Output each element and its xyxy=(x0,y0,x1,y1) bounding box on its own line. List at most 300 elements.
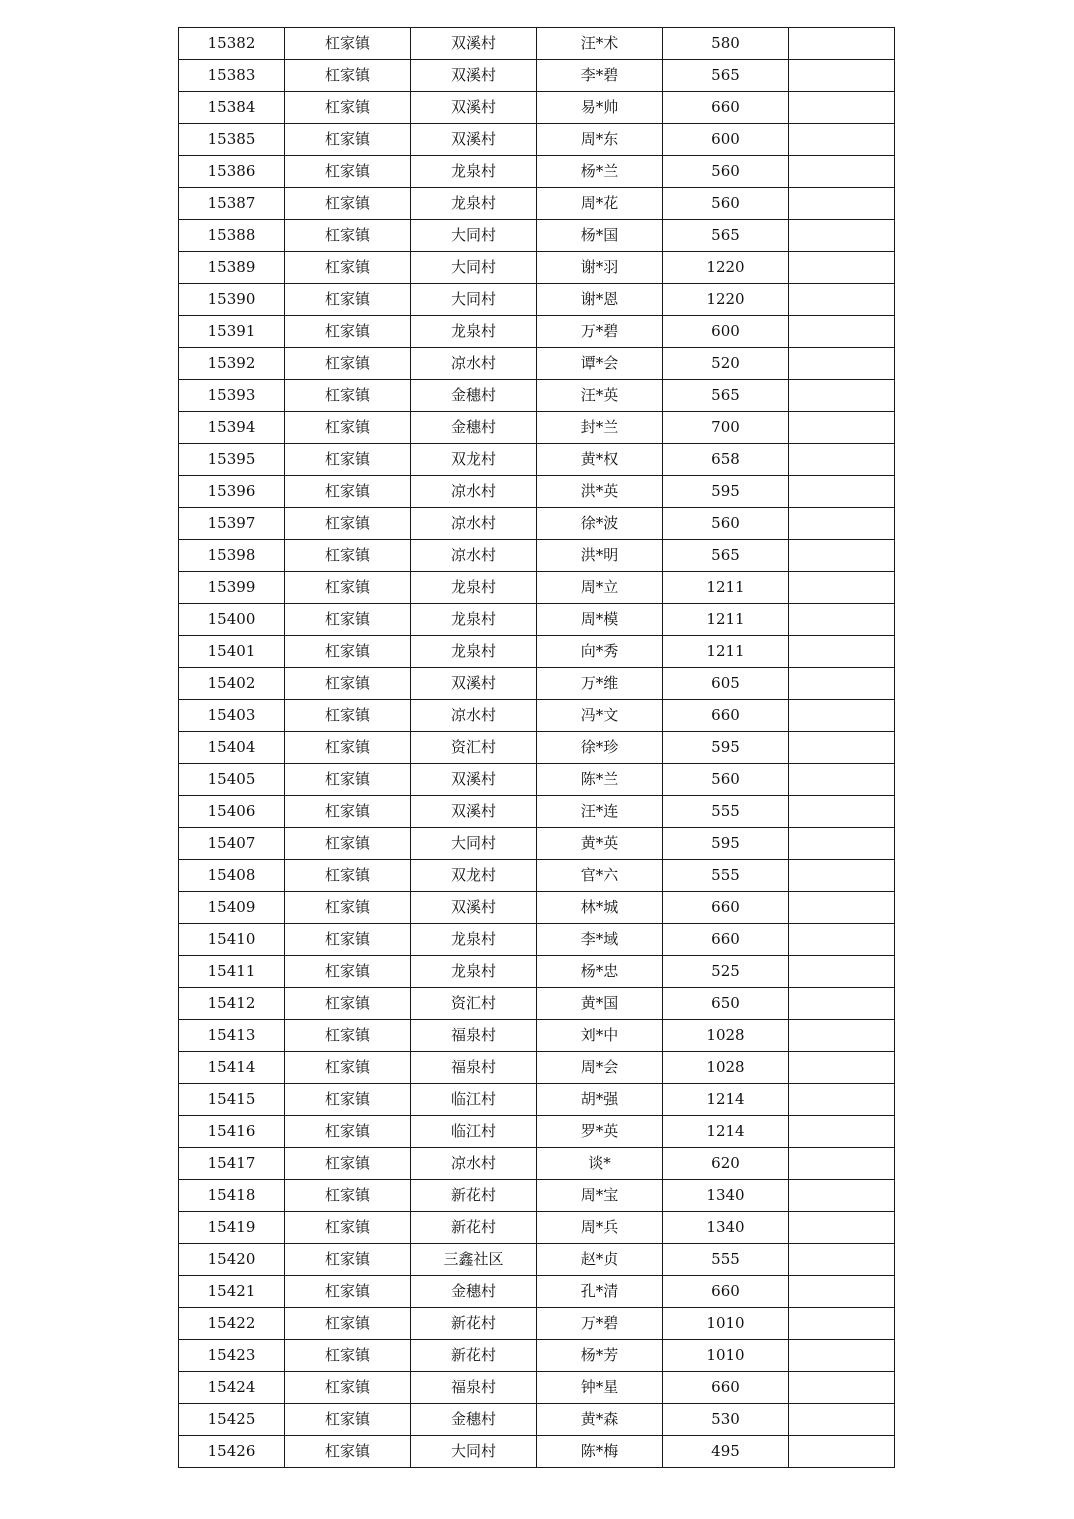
town-cell: 杠家镇 xyxy=(285,1372,411,1404)
town-cell: 杠家镇 xyxy=(285,1244,411,1276)
table-row xyxy=(179,1372,895,1404)
village-cell: 凉水村 xyxy=(411,508,537,540)
table-row xyxy=(179,60,895,92)
note-cell xyxy=(789,156,895,188)
row-number-cell: 15395 xyxy=(179,444,285,476)
name-cell: 徐*珍 xyxy=(537,732,663,764)
table-row xyxy=(179,380,895,412)
table-row xyxy=(179,1084,895,1116)
table-row xyxy=(179,1276,895,1308)
name-cell: 罗*英 xyxy=(537,1116,663,1148)
village-cell: 三鑫社区 xyxy=(411,1244,537,1276)
note-cell xyxy=(789,252,895,284)
row-number-cell: 15385 xyxy=(179,124,285,156)
note-cell xyxy=(789,956,895,988)
village-cell: 金穗村 xyxy=(411,412,537,444)
name-cell: 黄*森 xyxy=(537,1404,663,1436)
table-row xyxy=(179,124,895,156)
village-cell: 大同村 xyxy=(411,252,537,284)
village-cell: 福泉村 xyxy=(411,1020,537,1052)
table-row xyxy=(179,796,895,828)
name-cell: 李*域 xyxy=(537,924,663,956)
name-cell: 周*立 xyxy=(537,572,663,604)
amount-cell: 1214 xyxy=(663,1084,789,1116)
note-cell xyxy=(789,668,895,700)
village-cell: 龙泉村 xyxy=(411,924,537,956)
row-number-cell: 15383 xyxy=(179,60,285,92)
town-cell: 杠家镇 xyxy=(285,220,411,252)
row-number-cell: 15382 xyxy=(179,28,285,60)
table-row xyxy=(179,188,895,220)
village-cell: 金穗村 xyxy=(411,380,537,412)
row-number-cell: 15401 xyxy=(179,636,285,668)
table-row xyxy=(179,508,895,540)
village-cell: 双溪村 xyxy=(411,92,537,124)
note-cell xyxy=(789,1244,895,1276)
village-cell: 临江村 xyxy=(411,1116,537,1148)
note-cell xyxy=(789,700,895,732)
amount-cell: 595 xyxy=(663,828,789,860)
village-cell: 双龙村 xyxy=(411,860,537,892)
table-row xyxy=(179,1404,895,1436)
name-cell: 谢*羽 xyxy=(537,252,663,284)
table-row xyxy=(179,316,895,348)
village-cell: 新花村 xyxy=(411,1212,537,1244)
table-row xyxy=(179,1436,895,1468)
table-row xyxy=(179,412,895,444)
note-cell xyxy=(789,348,895,380)
row-number-cell: 15407 xyxy=(179,828,285,860)
village-cell: 新花村 xyxy=(411,1340,537,1372)
table-row xyxy=(179,764,895,796)
row-number-cell: 15391 xyxy=(179,316,285,348)
town-cell: 杠家镇 xyxy=(285,892,411,924)
row-number-cell: 15406 xyxy=(179,796,285,828)
village-cell: 双溪村 xyxy=(411,764,537,796)
village-cell: 龙泉村 xyxy=(411,156,537,188)
name-cell: 封*兰 xyxy=(537,412,663,444)
amount-cell: 620 xyxy=(663,1148,789,1180)
note-cell xyxy=(789,412,895,444)
row-number-cell: 15410 xyxy=(179,924,285,956)
table-row xyxy=(179,1340,895,1372)
table-row xyxy=(179,956,895,988)
amount-cell: 1211 xyxy=(663,636,789,668)
row-number-cell: 15408 xyxy=(179,860,285,892)
subsidy-list-table xyxy=(178,27,895,1468)
village-cell: 双溪村 xyxy=(411,892,537,924)
name-cell: 胡*强 xyxy=(537,1084,663,1116)
name-cell: 周*会 xyxy=(537,1052,663,1084)
name-cell: 杨*芳 xyxy=(537,1340,663,1372)
note-cell xyxy=(789,476,895,508)
note-cell xyxy=(789,1276,895,1308)
village-cell: 大同村 xyxy=(411,284,537,316)
name-cell: 周*宝 xyxy=(537,1180,663,1212)
amount-cell: 1220 xyxy=(663,284,789,316)
amount-cell: 560 xyxy=(663,156,789,188)
town-cell: 杠家镇 xyxy=(285,1084,411,1116)
town-cell: 杠家镇 xyxy=(285,828,411,860)
name-cell: 周*兵 xyxy=(537,1212,663,1244)
village-cell: 新花村 xyxy=(411,1180,537,1212)
name-cell: 冯*文 xyxy=(537,700,663,732)
note-cell xyxy=(789,1116,895,1148)
table-row xyxy=(179,444,895,476)
table-row xyxy=(179,1020,895,1052)
name-cell: 向*秀 xyxy=(537,636,663,668)
row-number-cell: 15409 xyxy=(179,892,285,924)
village-cell: 双龙村 xyxy=(411,444,537,476)
town-cell: 杠家镇 xyxy=(285,796,411,828)
name-cell: 万*维 xyxy=(537,668,663,700)
amount-cell: 555 xyxy=(663,860,789,892)
town-cell: 杠家镇 xyxy=(285,572,411,604)
town-cell: 杠家镇 xyxy=(285,1340,411,1372)
name-cell: 刘*中 xyxy=(537,1020,663,1052)
row-number-cell: 15422 xyxy=(179,1308,285,1340)
note-cell xyxy=(789,540,895,572)
table-row xyxy=(179,604,895,636)
village-cell: 福泉村 xyxy=(411,1052,537,1084)
row-number-cell: 15413 xyxy=(179,1020,285,1052)
village-cell: 双溪村 xyxy=(411,124,537,156)
row-number-cell: 15397 xyxy=(179,508,285,540)
table-row xyxy=(179,636,895,668)
name-cell: 黄*国 xyxy=(537,988,663,1020)
note-cell xyxy=(789,828,895,860)
row-number-cell: 15388 xyxy=(179,220,285,252)
row-number-cell: 15414 xyxy=(179,1052,285,1084)
table-row xyxy=(179,572,895,604)
row-number-cell: 15426 xyxy=(179,1436,285,1468)
table-row xyxy=(179,732,895,764)
name-cell: 谢*恩 xyxy=(537,284,663,316)
town-cell: 杠家镇 xyxy=(285,380,411,412)
name-cell: 周*东 xyxy=(537,124,663,156)
table-row xyxy=(179,252,895,284)
town-cell: 杠家镇 xyxy=(285,1020,411,1052)
table-row xyxy=(179,828,895,860)
amount-cell: 1214 xyxy=(663,1116,789,1148)
name-cell: 易*帅 xyxy=(537,92,663,124)
amount-cell: 1340 xyxy=(663,1180,789,1212)
town-cell: 杠家镇 xyxy=(285,700,411,732)
village-cell: 凉水村 xyxy=(411,348,537,380)
village-cell: 大同村 xyxy=(411,828,537,860)
table-row xyxy=(179,1052,895,1084)
name-cell: 黄*权 xyxy=(537,444,663,476)
amount-cell: 660 xyxy=(663,1372,789,1404)
note-cell xyxy=(789,316,895,348)
amount-cell: 700 xyxy=(663,412,789,444)
town-cell: 杠家镇 xyxy=(285,252,411,284)
table-row xyxy=(179,540,895,572)
name-cell: 谭*会 xyxy=(537,348,663,380)
town-cell: 杠家镇 xyxy=(285,956,411,988)
note-cell xyxy=(789,924,895,956)
town-cell: 杠家镇 xyxy=(285,124,411,156)
village-cell: 双溪村 xyxy=(411,796,537,828)
row-number-cell: 15392 xyxy=(179,348,285,380)
table-row xyxy=(179,28,895,60)
town-cell: 杠家镇 xyxy=(285,316,411,348)
table-row xyxy=(179,860,895,892)
name-cell: 钟*星 xyxy=(537,1372,663,1404)
note-cell xyxy=(789,92,895,124)
village-cell: 龙泉村 xyxy=(411,188,537,220)
row-number-cell: 15384 xyxy=(179,92,285,124)
town-cell: 杠家镇 xyxy=(285,604,411,636)
town-cell: 杠家镇 xyxy=(285,732,411,764)
name-cell: 万*碧 xyxy=(537,316,663,348)
name-cell: 汪*英 xyxy=(537,380,663,412)
table-row xyxy=(179,1212,895,1244)
table-row xyxy=(179,156,895,188)
row-number-cell: 15390 xyxy=(179,284,285,316)
amount-cell: 1340 xyxy=(663,1212,789,1244)
table-row xyxy=(179,924,895,956)
note-cell xyxy=(789,860,895,892)
name-cell: 洪*明 xyxy=(537,540,663,572)
row-number-cell: 15405 xyxy=(179,764,285,796)
table-body xyxy=(179,28,895,1468)
amount-cell: 660 xyxy=(663,92,789,124)
table-row xyxy=(179,1308,895,1340)
name-cell: 官*六 xyxy=(537,860,663,892)
name-cell: 杨*兰 xyxy=(537,156,663,188)
row-number-cell: 15404 xyxy=(179,732,285,764)
note-cell xyxy=(789,508,895,540)
town-cell: 杠家镇 xyxy=(285,1436,411,1468)
name-cell: 林*城 xyxy=(537,892,663,924)
amount-cell: 530 xyxy=(663,1404,789,1436)
name-cell: 汪*连 xyxy=(537,796,663,828)
town-cell: 杠家镇 xyxy=(285,1212,411,1244)
town-cell: 杠家镇 xyxy=(285,860,411,892)
town-cell: 杠家镇 xyxy=(285,668,411,700)
name-cell: 杨*忠 xyxy=(537,956,663,988)
amount-cell: 560 xyxy=(663,764,789,796)
note-cell xyxy=(789,124,895,156)
name-cell: 徐*波 xyxy=(537,508,663,540)
row-number-cell: 15417 xyxy=(179,1148,285,1180)
table-row xyxy=(179,348,895,380)
village-cell: 龙泉村 xyxy=(411,636,537,668)
town-cell: 杠家镇 xyxy=(285,348,411,380)
note-cell xyxy=(789,28,895,60)
amount-cell: 1028 xyxy=(663,1020,789,1052)
row-number-cell: 15415 xyxy=(179,1084,285,1116)
amount-cell: 595 xyxy=(663,476,789,508)
amount-cell: 565 xyxy=(663,380,789,412)
note-cell xyxy=(789,1020,895,1052)
name-cell: 万*碧 xyxy=(537,1308,663,1340)
note-cell xyxy=(789,1372,895,1404)
amount-cell: 660 xyxy=(663,700,789,732)
town-cell: 杠家镇 xyxy=(285,636,411,668)
town-cell: 杠家镇 xyxy=(285,1404,411,1436)
row-number-cell: 15398 xyxy=(179,540,285,572)
table-row xyxy=(179,476,895,508)
town-cell: 杠家镇 xyxy=(285,1116,411,1148)
amount-cell: 1010 xyxy=(663,1340,789,1372)
amount-cell: 605 xyxy=(663,668,789,700)
note-cell xyxy=(789,284,895,316)
amount-cell: 600 xyxy=(663,124,789,156)
row-number-cell: 15402 xyxy=(179,668,285,700)
note-cell xyxy=(789,1308,895,1340)
town-cell: 杠家镇 xyxy=(285,924,411,956)
town-cell: 杠家镇 xyxy=(285,412,411,444)
row-number-cell: 15396 xyxy=(179,476,285,508)
village-cell: 凉水村 xyxy=(411,700,537,732)
name-cell: 黄*英 xyxy=(537,828,663,860)
name-cell: 周*模 xyxy=(537,604,663,636)
village-cell: 双溪村 xyxy=(411,60,537,92)
note-cell xyxy=(789,380,895,412)
note-cell xyxy=(789,220,895,252)
village-cell: 双溪村 xyxy=(411,668,537,700)
village-cell: 龙泉村 xyxy=(411,604,537,636)
village-cell: 金穗村 xyxy=(411,1276,537,1308)
note-cell xyxy=(789,732,895,764)
row-number-cell: 15420 xyxy=(179,1244,285,1276)
town-cell: 杠家镇 xyxy=(285,28,411,60)
amount-cell: 600 xyxy=(663,316,789,348)
note-cell xyxy=(789,60,895,92)
row-number-cell: 15387 xyxy=(179,188,285,220)
amount-cell: 525 xyxy=(663,956,789,988)
village-cell: 金穗村 xyxy=(411,1404,537,1436)
town-cell: 杠家镇 xyxy=(285,1180,411,1212)
village-cell: 福泉村 xyxy=(411,1372,537,1404)
town-cell: 杠家镇 xyxy=(285,92,411,124)
name-cell: 杨*国 xyxy=(537,220,663,252)
table-row xyxy=(179,1180,895,1212)
village-cell: 资汇村 xyxy=(411,988,537,1020)
town-cell: 杠家镇 xyxy=(285,444,411,476)
row-number-cell: 15418 xyxy=(179,1180,285,1212)
note-cell xyxy=(789,604,895,636)
row-number-cell: 15411 xyxy=(179,956,285,988)
amount-cell: 555 xyxy=(663,796,789,828)
name-cell: 陈*兰 xyxy=(537,764,663,796)
town-cell: 杠家镇 xyxy=(285,540,411,572)
note-cell xyxy=(789,764,895,796)
amount-cell: 660 xyxy=(663,924,789,956)
note-cell xyxy=(789,1340,895,1372)
name-cell: 汪*术 xyxy=(537,28,663,60)
row-number-cell: 15400 xyxy=(179,604,285,636)
table-row xyxy=(179,988,895,1020)
table-row xyxy=(179,1116,895,1148)
amount-cell: 565 xyxy=(663,540,789,572)
row-number-cell: 15412 xyxy=(179,988,285,1020)
amount-cell: 560 xyxy=(663,188,789,220)
row-number-cell: 15399 xyxy=(179,572,285,604)
village-cell: 龙泉村 xyxy=(411,316,537,348)
village-cell: 凉水村 xyxy=(411,1148,537,1180)
amount-cell: 495 xyxy=(663,1436,789,1468)
village-cell: 龙泉村 xyxy=(411,956,537,988)
note-cell xyxy=(789,1212,895,1244)
table-row xyxy=(179,700,895,732)
name-cell: 谈* xyxy=(537,1148,663,1180)
amount-cell: 595 xyxy=(663,732,789,764)
amount-cell: 650 xyxy=(663,988,789,1020)
village-cell: 大同村 xyxy=(411,1436,537,1468)
name-cell: 周*花 xyxy=(537,188,663,220)
note-cell xyxy=(789,1148,895,1180)
row-number-cell: 15393 xyxy=(179,380,285,412)
note-cell xyxy=(789,1436,895,1468)
table-row xyxy=(179,92,895,124)
amount-cell: 565 xyxy=(663,60,789,92)
village-cell: 龙泉村 xyxy=(411,572,537,604)
note-cell xyxy=(789,636,895,668)
amount-cell: 555 xyxy=(663,1244,789,1276)
row-number-cell: 15386 xyxy=(179,156,285,188)
note-cell xyxy=(789,796,895,828)
town-cell: 杠家镇 xyxy=(285,60,411,92)
row-number-cell: 15424 xyxy=(179,1372,285,1404)
row-number-cell: 15416 xyxy=(179,1116,285,1148)
table-row xyxy=(179,892,895,924)
village-cell: 临江村 xyxy=(411,1084,537,1116)
amount-cell: 520 xyxy=(663,348,789,380)
name-cell: 孔*清 xyxy=(537,1276,663,1308)
table-row xyxy=(179,220,895,252)
note-cell xyxy=(789,1052,895,1084)
amount-cell: 660 xyxy=(663,892,789,924)
note-cell xyxy=(789,988,895,1020)
town-cell: 杠家镇 xyxy=(285,764,411,796)
row-number-cell: 15394 xyxy=(179,412,285,444)
town-cell: 杠家镇 xyxy=(285,1052,411,1084)
row-number-cell: 15403 xyxy=(179,700,285,732)
row-number-cell: 15425 xyxy=(179,1404,285,1436)
name-cell: 李*碧 xyxy=(537,60,663,92)
amount-cell: 1211 xyxy=(663,604,789,636)
amount-cell: 660 xyxy=(663,1276,789,1308)
village-cell: 凉水村 xyxy=(411,540,537,572)
table-row xyxy=(179,284,895,316)
name-cell: 洪*英 xyxy=(537,476,663,508)
village-cell: 资汇村 xyxy=(411,732,537,764)
row-number-cell: 15423 xyxy=(179,1340,285,1372)
amount-cell: 1220 xyxy=(663,252,789,284)
town-cell: 杠家镇 xyxy=(285,156,411,188)
table-row xyxy=(179,1244,895,1276)
note-cell xyxy=(789,188,895,220)
town-cell: 杠家镇 xyxy=(285,188,411,220)
row-number-cell: 15389 xyxy=(179,252,285,284)
note-cell xyxy=(789,1180,895,1212)
town-cell: 杠家镇 xyxy=(285,284,411,316)
village-cell: 新花村 xyxy=(411,1308,537,1340)
village-cell: 双溪村 xyxy=(411,28,537,60)
town-cell: 杠家镇 xyxy=(285,988,411,1020)
amount-cell: 1028 xyxy=(663,1052,789,1084)
town-cell: 杠家镇 xyxy=(285,1308,411,1340)
amount-cell: 580 xyxy=(663,28,789,60)
village-cell: 凉水村 xyxy=(411,476,537,508)
note-cell xyxy=(789,892,895,924)
table-row xyxy=(179,668,895,700)
row-number-cell: 15421 xyxy=(179,1276,285,1308)
town-cell: 杠家镇 xyxy=(285,476,411,508)
